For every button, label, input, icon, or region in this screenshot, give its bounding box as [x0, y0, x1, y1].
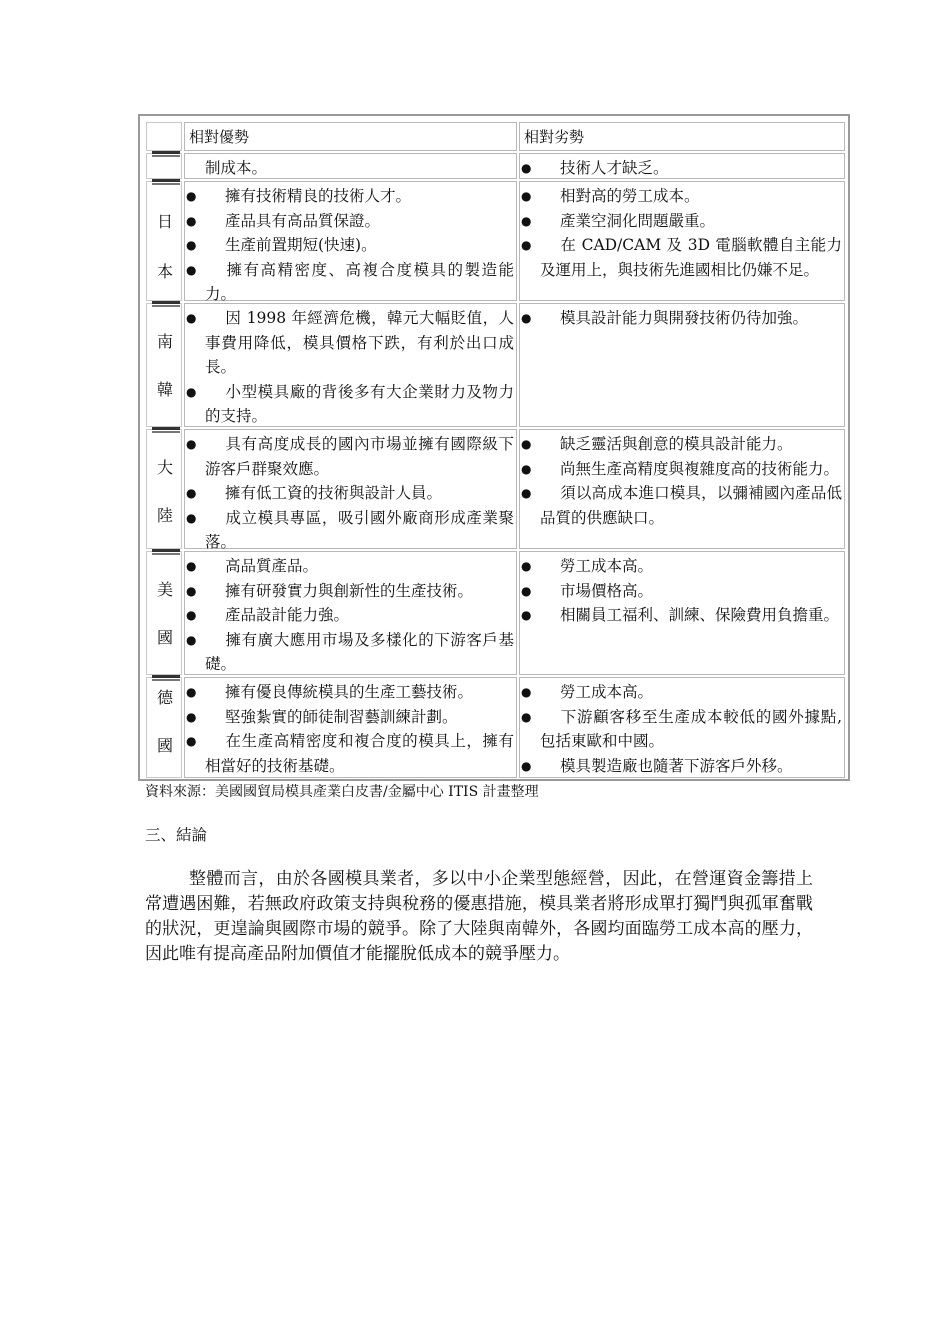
table-row: [146, 551, 845, 675]
list-item-text: 相對高的勞工成本。: [560, 187, 700, 205]
list-item: [520, 680, 842, 705]
list-item-text: 因 1998 年經濟危機，韓元大幅貶值，人事費用降低，模具價格下跌，有利於出口成長。: [205, 309, 514, 376]
country-cell: [146, 677, 182, 778]
list-item-text: 在 CAD/CAM 及 3D 電腦軟體自主能力及運用上，與技術先進國相比仍嫌不足。: [540, 236, 842, 279]
country-label: 陸: [156, 506, 173, 525]
list-item-text: 模具製造廠也隨著下游客戶外移。: [560, 756, 793, 775]
bullet-icon: ●: [521, 486, 532, 500]
country-label: 國: [156, 628, 173, 647]
list-item: [185, 209, 514, 234]
bullet-icon: ●: [521, 709, 532, 724]
bullet-icon: ●: [186, 685, 197, 699]
bullet-icon: ●: [521, 238, 532, 252]
conclusion-paragraph: 整體而言，由於各國模具業者，多以中小企業型態經營，因此，在營運資金籌措上常遭遇困難，若無政府政策支持與稅務的優惠措施，模具業者將形成單打獨鬥與孤軍奮戰的狀況，更遑論與國際市場的競爭。除了大陸與南韓外，各國均面臨勞工成本高的壓力，因此唯有提高產品附加價值才能擺脫低成本的競爭壓力。: [145, 869, 813, 964]
section-heading: 三、結論: [145, 826, 208, 844]
country-label: 大: [156, 458, 173, 477]
row-marker: [152, 549, 180, 552]
disadvantage-cell: [519, 677, 845, 778]
bullet-icon: ●: [521, 161, 532, 175]
list-item: [520, 184, 842, 209]
list-item-text: 產品具有高品質保證。: [225, 211, 381, 230]
country-cell: [146, 551, 182, 675]
bullet-icon: ●: [521, 559, 532, 573]
bullet-icon: ●: [186, 734, 197, 748]
bullet-icon: ●: [521, 685, 532, 699]
table-row: [146, 181, 845, 301]
bullet-icon: ●: [186, 213, 197, 228]
list-item: [185, 481, 514, 506]
advantage-cell: [184, 181, 517, 301]
header-disadvantage-cell: [519, 122, 845, 151]
list-item-text: 擁有低工資的技術與設計人員。: [225, 484, 443, 502]
country-label: 德: [156, 688, 173, 707]
list-item: [185, 554, 514, 579]
row-marker: [152, 675, 180, 678]
bullet-icon: ●: [521, 583, 532, 598]
list-item-text: 須以高成本進口模具，以彌補國內產品低品質的供應缺口。: [540, 484, 842, 527]
list-item-text: 勞工成本高。: [560, 557, 654, 575]
country-cell: [146, 429, 182, 549]
bullet-icon: ●: [186, 238, 197, 252]
list-item-text: 在生產高精密度和複合度的模具上，擁有相當好的技術基礎。: [205, 732, 514, 775]
bullet-icon: ●: [186, 262, 197, 277]
header-advantage: 相對優勢: [189, 128, 250, 146]
list-item: [185, 156, 514, 181]
advantage-cell: [184, 303, 517, 427]
country-label: 南: [156, 332, 173, 351]
bullet-icon: ●: [521, 461, 532, 476]
list-item-text: 成立模具專區，吸引國外廠商形成產業聚落。: [205, 508, 514, 551]
list-item: [185, 258, 514, 307]
list-item-text: 具有高度成長的國內市場並擁有國際級下游客戶群聚效應。: [205, 435, 514, 478]
list-item-text: 產業空洞化問題嚴重。: [560, 211, 716, 230]
header-disadvantage: 相對劣勢: [524, 128, 585, 146]
country-label: 美: [156, 580, 173, 599]
list-item-text: 擁有廣大應用市場及多樣化的下游客戶基礎。: [205, 630, 514, 673]
list-item-text: 技術人才缺乏。: [560, 159, 669, 177]
list-item: [520, 579, 842, 604]
disadvantage-cell: [519, 551, 845, 675]
list-item-text: 小型模具廠的背後多有大企業財力及物力的支持。: [205, 382, 514, 425]
list-item: [185, 579, 514, 604]
row-marker: [152, 301, 180, 304]
list-item-text: 制成本。: [205, 159, 268, 177]
bullet-icon: ●: [186, 709, 197, 724]
country-cell: [146, 303, 182, 427]
list-item-text: 生產前置期短(快速)。: [225, 236, 377, 254]
list-item: [185, 380, 514, 429]
disadvantage-cell: [519, 429, 845, 549]
row-marker: [152, 151, 180, 154]
list-item: [520, 754, 842, 779]
table-row: [146, 429, 845, 549]
list-item: [185, 233, 514, 258]
bullet-icon: ●: [521, 311, 532, 325]
table-source-caption: 資料來源：美國國貿局模具產業白皮書/金屬中心 ITIS 計畫整理: [145, 784, 539, 800]
list-item: [520, 209, 842, 234]
disadvantage-cell: [519, 181, 845, 301]
list-item-text: 缺乏靈活與創意的模具設計能力。: [560, 435, 793, 453]
list-item: [520, 705, 842, 754]
list-item: [520, 603, 842, 628]
list-item-text: 相關員工福利、訓練、保險費用負擔重。: [560, 606, 840, 624]
bullet-icon: ●: [186, 486, 197, 500]
list-item: [520, 156, 842, 181]
list-item-text: 擁有高精密度、高複合度模具的製造能力。: [205, 260, 514, 303]
list-item-text: 擁有優良傳統模具的生產工藝技術。: [225, 683, 474, 701]
country-label: 日: [156, 212, 173, 231]
row-marker: [152, 155, 180, 157]
country-label: 國: [156, 736, 173, 755]
list-item-text: 高品質產品。: [225, 557, 319, 575]
list-item: [185, 729, 514, 778]
disadvantage-cell: [519, 153, 845, 179]
row-marker: [152, 431, 180, 433]
list-item: [520, 457, 842, 482]
list-item: [185, 603, 514, 628]
list-item-text: 擁有技術精良的技術人才。: [225, 187, 412, 205]
list-item-text: 勞工成本高。: [560, 683, 654, 701]
bullet-icon: ●: [186, 559, 197, 573]
list-item-text: 市場價格高。: [560, 581, 654, 600]
bullet-icon: ●: [186, 189, 197, 203]
advantage-cell: [184, 677, 517, 778]
row-marker: [152, 179, 180, 182]
list-item: [185, 184, 514, 209]
list-item: [520, 432, 842, 457]
advantage-cell: [184, 153, 517, 179]
comparison-table: [138, 114, 850, 781]
bullet-icon: ●: [186, 510, 197, 525]
list-item-text: 尚無生產高精度與複雜度高的技術能力。: [560, 459, 840, 478]
list-item-text: 堅強紮實的師徒制習藝訓練計劃。: [225, 707, 458, 726]
table-row: [146, 303, 845, 427]
bullet-icon: ●: [186, 583, 197, 598]
list-item: [520, 554, 842, 579]
country-label: 韓: [156, 380, 173, 399]
list-item: [520, 306, 842, 331]
list-item: [185, 705, 514, 730]
row-marker: [152, 679, 180, 681]
country-label: 本: [156, 262, 173, 281]
row-marker: [152, 553, 180, 555]
list-item-text: 擁有研發實力與創新性的生產技術。: [225, 581, 474, 600]
table-row: [146, 153, 845, 179]
list-item: [520, 233, 842, 282]
table-row: [146, 677, 845, 778]
list-item-text: 模具設計能力與開發技術仍待加強。: [560, 309, 809, 327]
row-marker: [152, 183, 180, 185]
bullet-icon: ●: [186, 384, 197, 399]
list-item-text: 下游顧客移至生產成本較低的國外據點, 包括東歐和中國。: [540, 707, 842, 750]
advantage-cell: [184, 429, 517, 549]
table-header-row: [146, 122, 845, 151]
bullet-icon: ●: [521, 608, 532, 622]
bullet-icon: ●: [186, 437, 197, 451]
list-item: [185, 680, 514, 705]
country-cell: [146, 153, 182, 179]
list-item: [185, 432, 514, 481]
row-marker: [152, 305, 180, 307]
row-marker: [152, 427, 180, 430]
list-item-text: 產品設計能力強。: [225, 606, 350, 624]
bullet-icon: ●: [186, 608, 197, 622]
bullet-icon: ●: [186, 632, 197, 647]
list-item: [520, 481, 842, 530]
disadvantage-cell: [519, 303, 845, 427]
list-item: [185, 628, 514, 677]
bullet-icon: ●: [521, 213, 532, 228]
header-blank-cell: [146, 122, 182, 151]
bullet-icon: ●: [521, 758, 532, 773]
advantage-cell: [184, 551, 517, 675]
bullet-icon: ●: [186, 311, 197, 325]
list-item: [185, 306, 514, 380]
bullet-icon: ●: [521, 437, 532, 451]
list-item: [185, 506, 514, 555]
bullet-icon: ●: [521, 189, 532, 203]
country-cell: [146, 181, 182, 301]
header-advantage-cell: [184, 122, 517, 151]
